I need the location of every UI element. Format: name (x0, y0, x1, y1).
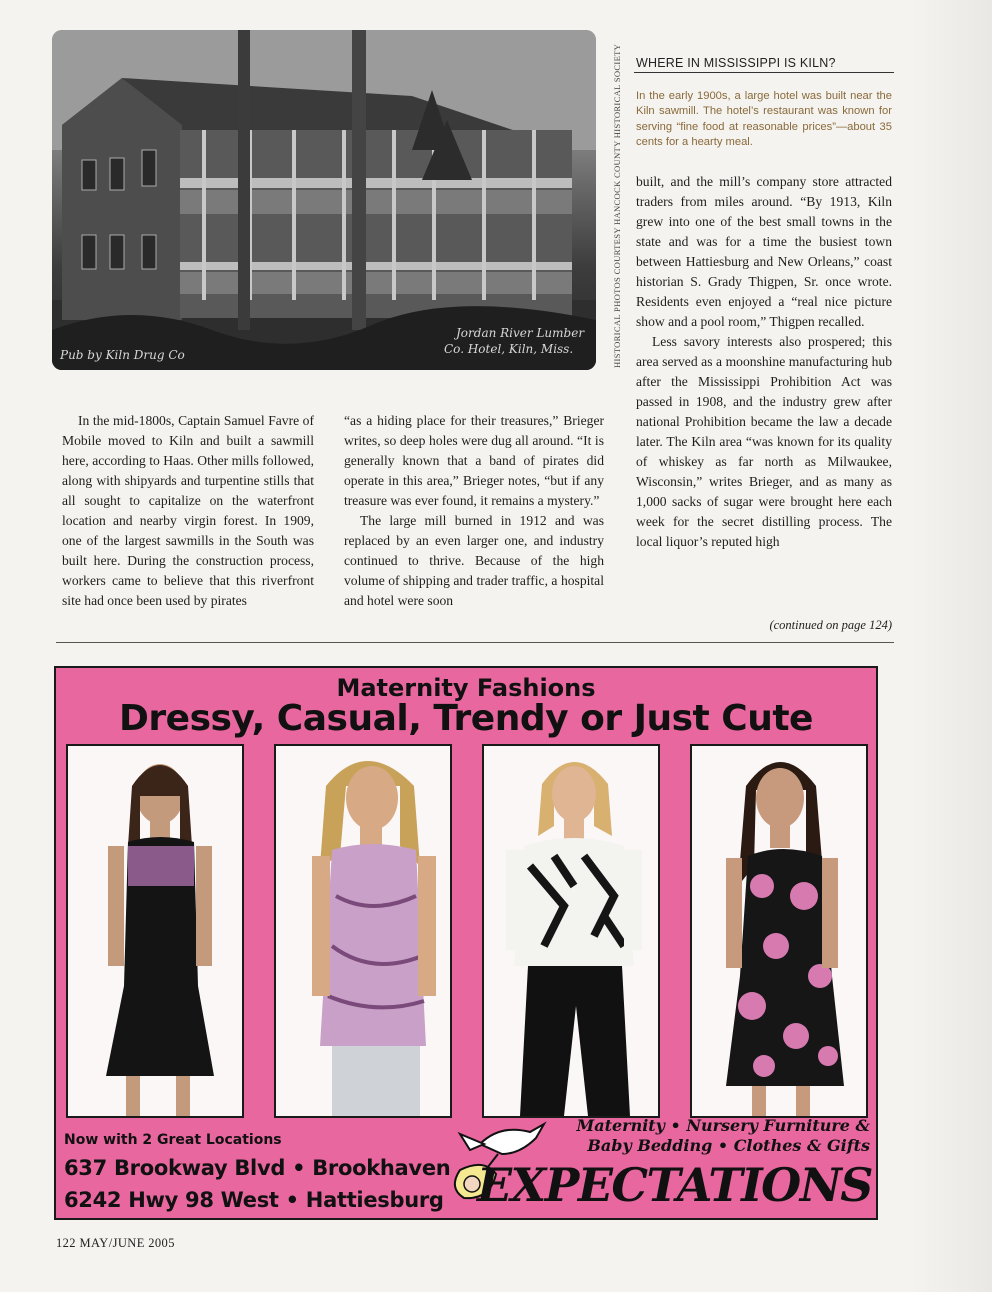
maternity-advertisement (54, 666, 878, 1220)
sidebar-rule (634, 72, 894, 73)
article-paragraph: In the mid-1800s, Captain Samuel Favre of Mobile moved to Kiln and built a sawmill here, according to Haas. Other mills followed, along with shipyards and turpentine stills that all sought to capitalize on the waterfront location and nearby virgin forest. In 1909, one of the largest sawmills in the South was built here. During the construction process, workers came to believe that this riverfront site had once been used by pirates (62, 413, 314, 608)
article-bottom-rule (56, 642, 894, 643)
article-paragraph: Less savory interests also prospered; this area served as a moonshine manufacturing hub after the Mississippi Prohibition Act was passed in 1908, and the industry grew after national Prohibition became the law a decade later. The Kiln area “was known for its quality of whiskey as far north as Milwaukee, Wisconsin,” writes Brieger, and as many as 1,000 sacks of sugar were brought here each week for the secret distilling process. The local liquor’s reputed high (636, 334, 892, 549)
page-folio: 122 MAY/JUNE 2005 (56, 1236, 175, 1250)
article-column-2 (344, 411, 604, 611)
sidebar-title: WHERE IN MISSISSIPPI IS KILN? (636, 56, 836, 70)
article-column-1 (62, 411, 314, 611)
ad-headline: Maternity Fashions (336, 674, 596, 702)
model-floral-top-illustration (276, 746, 450, 1116)
photo-title-ink-2: Co. Hotel, Kiln, Miss. (444, 342, 574, 356)
hotel-photo (52, 30, 596, 370)
photo-title-ink-1: Jordan River Lumber (456, 326, 585, 340)
model-photo-4 (690, 744, 868, 1118)
model-photo-2 (274, 744, 452, 1118)
photo-publisher-ink: Pub by Kiln Drug Co (60, 348, 185, 362)
article-column-3 (636, 172, 892, 552)
model-print-top-illustration (484, 746, 658, 1116)
ad-location-hattiesburg: 6242 Hwy 98 West • Hattiesburg (64, 1188, 444, 1212)
model-black-dress-illustration (68, 746, 242, 1116)
model-floral-dress-illustration (692, 746, 866, 1116)
model-photo-3 (482, 744, 660, 1118)
article-paragraph: The large mill burned in 1912 and was replaced by an even larger one, and industry continued to thrive. Because of the high volume of shipping and trader traffic, a hospital and hotel were soon (344, 513, 604, 608)
model-photo-1 (66, 744, 244, 1118)
ad-services (570, 1116, 870, 1156)
ad-services-line-2: Baby Bedding • Clothes & Gifts (587, 1136, 870, 1155)
article-paragraph: built, and the mill’s company store attracted traders from miles around. “By 1913, Kiln grew into one of the best small towns in the state and was for a time the busiest town between Hattiesburg and New Orleans,” coast historian S. Grady Thigpen, Sr. once wrote. Residents even enjoyed a “real nice picture show and a pool room,” Thigpen recalled. (636, 174, 892, 329)
page-edge-shadow (912, 0, 992, 1292)
photo-caption: In the early 1900s, a large hotel was built near the Kiln sawmill. The hotel’s restaurant was known for serving “fine food at reasonable prices”—about 35 cents for a hearty meal. (636, 90, 892, 149)
ad-locations-heading: Now with 2 Great Locations (64, 1132, 282, 1148)
article-paragraph: “as a hiding place for their treasures,” Brieger writes, so deep holes were dug all around. “It is generally known that a band of pirates did operate in this area,” Brieger notes, “but if any treasure was ever found, it remains a mystery.” (344, 413, 604, 508)
ad-subheadline: Dressy, Casual, Trendy or Just Cute (119, 698, 813, 739)
photo-credit (600, 43, 622, 368)
ad-brand-logo: EXPECTATIONS (477, 1158, 872, 1212)
continued-note: (continued on page 124) (769, 618, 892, 632)
hotel-illustration (52, 30, 596, 370)
ad-services-line-1: Maternity • Nursery Furniture & (576, 1116, 870, 1135)
ad-location-brookhaven: 637 Brookway Blvd • Brookhaven (64, 1156, 451, 1180)
photo-credit-text: HISTORICAL PHOTOS COURTESY HANCOCK COUNTY HISTORICAL SOCIETY (612, 43, 622, 368)
